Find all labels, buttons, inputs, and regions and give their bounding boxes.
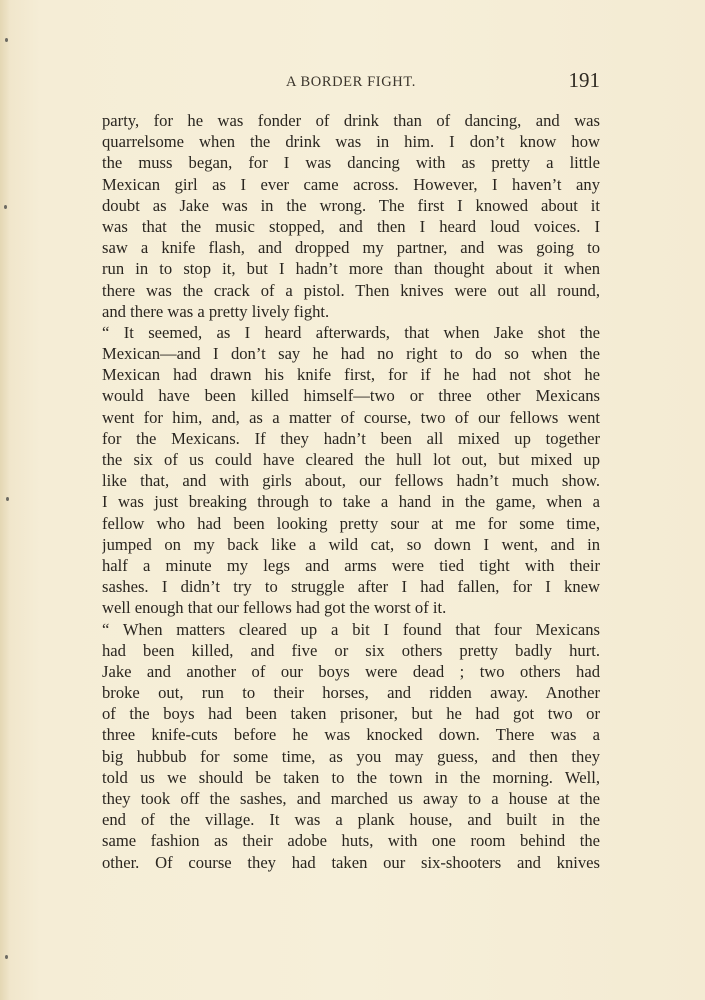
- text-line: doubt as Jake was in the wrong. The first I knowed about it: [102, 195, 600, 215]
- page-header: [102, 68, 600, 98]
- text-line: Mexican had drawn his knife first, for if he had not shot he: [102, 365, 600, 385]
- text-line: saw a knife flash, and dropped my partner, and was going to: [102, 238, 600, 258]
- text-line: broke out, run to their horses, and ridden away. Another: [102, 683, 600, 703]
- text-line: of the boys had been taken prisoner, but he had got two or: [102, 704, 600, 724]
- text-line: jumped on my back like a wild cat, so down I went, and in: [102, 534, 600, 554]
- page-speck: [5, 38, 8, 42]
- text-line: run in to stop it, but I hadn’t more than thought about it when: [102, 259, 600, 279]
- text-line: fellow who had been looking pretty sour at me for some time,: [102, 513, 600, 533]
- text-line: Jake and another of our boys were dead ; two others had: [102, 661, 600, 681]
- page-speck: [5, 955, 8, 959]
- text-line: same fashion as their adobe huts, with one room behind the: [102, 831, 600, 851]
- text-line-paragraph-end: and there was a pretty lively fight.: [102, 301, 330, 321]
- text-line: quarrelsome when the drink was in him. I don’t know how: [102, 132, 600, 152]
- text-line: they took off the sashes, and marched us away to a house at the: [102, 789, 600, 808]
- text-line: “ When matters cleared up a bit I found that four Mexicans: [102, 619, 600, 639]
- text-line: other. Of course they had taken our six-shooters and knives: [102, 852, 600, 872]
- text-line: party, for he was fonder of drink than of dancing, and was: [102, 111, 600, 130]
- text-line: like that, and with girls about, our fellows hadn’t much show.: [102, 471, 600, 491]
- text-line: three knife-cuts before he was knocked down. There was a: [102, 725, 600, 745]
- text-line: end of the village. It was a plank house, and built in the: [102, 810, 600, 830]
- text-line: the six of us could have cleared the hull lot out, but mixed up: [102, 450, 600, 469]
- text-line-paragraph-end: well enough that our fellows had got the worst of it.: [102, 598, 447, 618]
- text-line: had been killed, and five or six others pretty badly hurt.: [102, 640, 600, 660]
- text-line: for the Mexicans. If they hadn’t been all mixed up together: [102, 428, 600, 448]
- text-line: “ It seemed, as I heard afterwards, that when Jake shot the: [102, 322, 600, 342]
- running-title: A BORDER FIGHT.: [286, 74, 416, 90]
- text-line: Mexican girl as I ever came across. However, I haven’t any: [102, 174, 600, 194]
- page-speck: [6, 497, 9, 501]
- text-line: would have been killed himself—two or three other Mexicans: [102, 386, 600, 406]
- text-line: told us we should be taken to the town in the morning. Well,: [102, 767, 600, 787]
- page-number: 191: [568, 68, 600, 92]
- text-line: went for him, and, as a matter of course, two of our fellows went: [102, 407, 600, 427]
- text-line: was that the music stopped, and then I heard loud voices. I: [102, 216, 600, 236]
- text-line: big hubbub for some time, as you may guess, and then they: [102, 746, 600, 766]
- text-line: there was the crack of a pistol. Then knives were out all round,: [102, 280, 600, 300]
- body-text: [102, 110, 600, 873]
- text-line: sashes. I didn’t try to struggle after I had fallen, for I knew: [102, 577, 600, 597]
- page-speck: [4, 205, 7, 209]
- text-line: Mexican—and I don’t say he had no right to do so when the: [102, 344, 600, 364]
- text-line: I was just breaking through to take a hand in the game, when a: [102, 492, 600, 512]
- text-line: the muss began, for I was dancing with as pretty a little: [102, 153, 600, 173]
- text-line: half a minute my legs and arms were tied tight with their: [102, 555, 600, 575]
